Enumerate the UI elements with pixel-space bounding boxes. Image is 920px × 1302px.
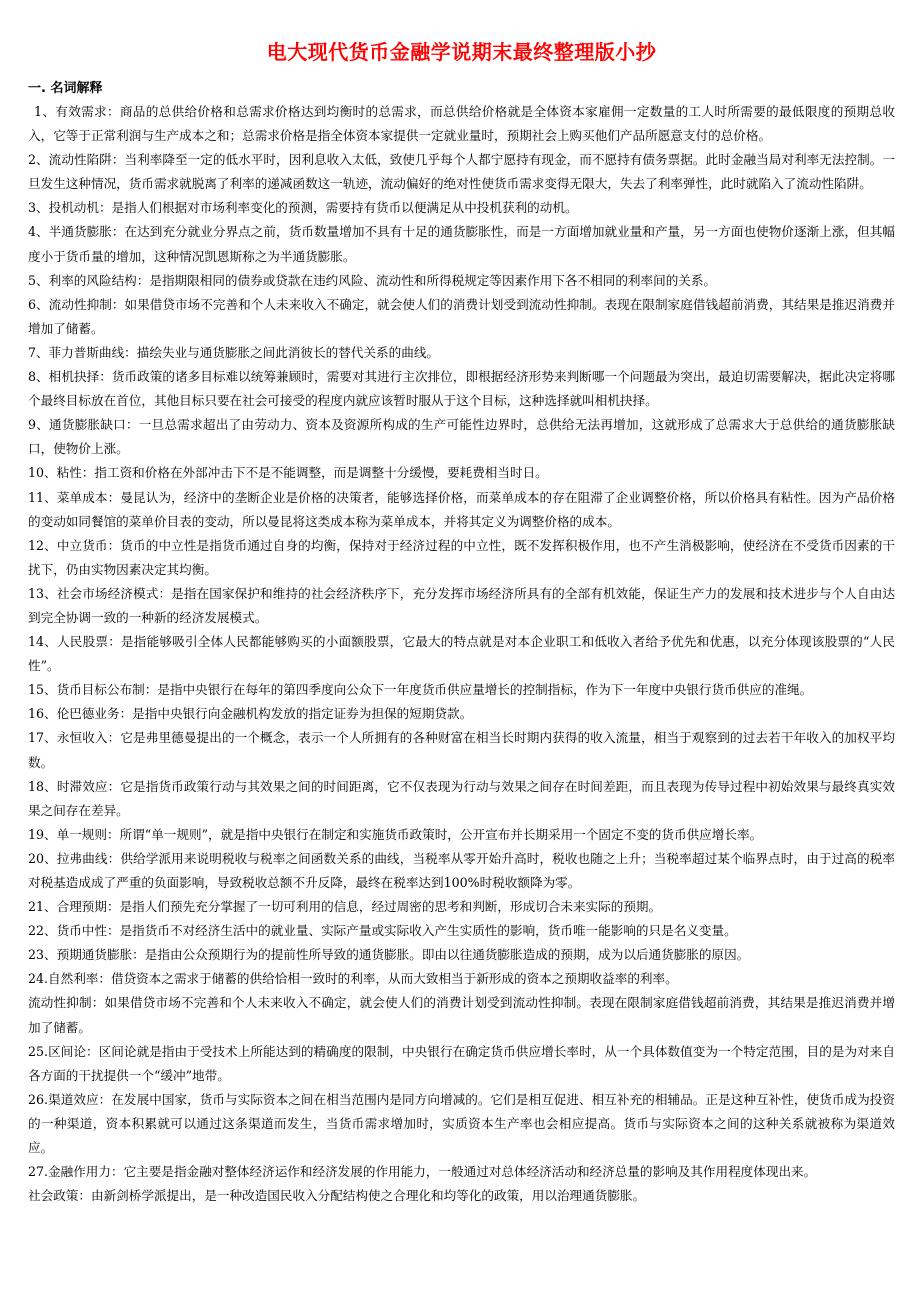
definition-entry: 22、货币中性：是指货币不对经济生活中的就业量、实际产量或实际收入产生实质性的影响，货币唯一能影响的只是名义变量。 [28,923,737,939]
definition-entry: 18、时滞效应：它是指货币政策行动与其效果之间的时间距离，它不仅表现为行动与效果之间存在时间差距，而且表现为传导过程中初始效果与最终真实效果之间存在差异。 [28,778,895,818]
definition-entry: 27.金融作用力：它主要是指金融对整体经济运作和经济发展的作用能力，一般通过对总体经济活动和经济总量的影响及其作用程度体现出来。 [28,1164,817,1180]
definition-entry: 3、投机动机：是指人们根据对市场利率变化的预测，需要持有货币以便满足从中投机获利的动机。 [28,200,578,216]
definition-entry: 13、社会市场经济模式：是指在国家保护和维持的社会经济秩序下，充分发挥市场经济所具有的全部有机效能，保证生产力的发展和技术进步与个人自由达到完全协调一致的一种新的经济发展模式。 [28,585,895,625]
definition-entry: 8、相机抉择：货币政策的诸多目标难以统筹兼顾时，需要对其进行主次排位，即根据经济形势来判断哪一个问题最为突出，最迫切需要解决，据此决定将哪个最终目标放在首位，其他目标只要在社会可接受的程度内就应该暂时服从于这个目标，这种选择就叫相机抉择。 [28,369,895,409]
definition-entry: 26.渠道效应：在发展中国家，货币与实际资本之间在相当范围内是同方向增减的。它们是相互促进、相互补充的相辅品。正是这种互补性，使货币成为投资的一种渠道，资本积累就可以通过这条渠道而发生，当货币需求增加时，实质资本生产率也会相应提高。货币与实际资本之间的这种关系就被称为渠道效应。 [28,1091,895,1156]
definition-entry: 10、粘性：指工资和价格在外部冲击下不是不能调整，而是调整十分缓慢，要耗费相当时日。 [28,465,548,481]
definition-entry: 23、预期通货膨胀：是指由公众预期行为的提前性所导致的通货膨胀。即由以往通货膨胀造成的预期，成为以后通货膨胀的原因。 [28,947,750,963]
definition-entry: 流动性抑制：如果借贷市场不完善和个人未来收入不确定，就会使人们的消费计划受到流动性抑制。表现在限制家庭借钱超前消费，其结果是推迟消费并增加了储蓄。 [28,995,895,1035]
document-title: 电大现代货币金融学说期末最终整理版小抄 [266,40,657,64]
definition-entry: 社会政策：由新剑桥学派提出，是一种改造国民收入分配结构使之合理化和均等化的政策，用以治理通货膨胀。 [28,1188,646,1204]
definition-entry: 2、流动性陷阱：当利率降至一定的低水平时，因利息收入太低，致使几乎每个人都宁愿持有现金，而不愿持有债务票据。此时金融当局对利率无法控制。一旦发生这种情况，货币需求就脱离了利率的递减函数这一轨迹，流动偏好的绝对性使货币需求变得无限大，失去了利率弹性，此时就陷入了流动性陷阱。 [28,152,895,192]
definition-entry: 24.自然利率：借贷资本之需求于储蓄的供给恰相一致时的利率，从而大致相当于新形成的资本之预期收益率的利率。 [28,971,678,987]
definition-entry: 16、伦巴德业务：是指中央银行向金融机构发放的指定证券为担保的短期贷款。 [28,706,473,722]
definition-entry: 11、菜单成本：曼昆认为，经济中的垄断企业是价格的决策者，能够选择价格，而菜单成本的存在阻滞了企业调整价格，所以价格具有粘性。因为产品价格的变动如同餐馆的菜单价目表的变动，所以曼昆将这类成本称为菜单成本，并将其定义为调整价格的成本。 [28,489,895,529]
definition-entry: 17、永恒收入：它是弗里德曼提出的一个概念，表示一个人所拥有的各种财富在相当长时期内获得的收入流量，相当于观察到的过去若干年收入的加权平均数。 [28,730,895,770]
definition-entry: 7、菲力普斯曲线：描绘失业与通货膨胀之间此消彼长的替代关系的曲线。 [28,344,440,360]
definition-entry: 5、利率的风险结构：是指期限相同的债券或贷款在违约风险、流动性和所得税规定等因素作用下各不相同的利率间的关系。 [28,272,717,288]
definition-entry: 12、中立货币：货币的中立性是指货币通过自身的均衡，保持对于经济过程的中立性，既不发挥积极作用，也不产生消极影响，使经济在不受货币因素的干扰下，仍由实物因素决定其均衡。 [28,537,895,577]
definition-entry: 15、货币目标公布制：是指中央银行在每年的第四季度向公众下一年度货币供应量增长的控制指标，作为下一年度中央银行货币供应的准绳。 [28,682,813,698]
definition-entry: 4、半通货膨胀：在达到充分就业分界点之前，货币数量增加不具有十足的通货膨胀性，而是一方面增加就业量和产量，另一方面也使物价逐渐上涨，但其幅度小于货币量的增加，这种情况凯恩斯称之为半通货膨胀。 [28,224,895,264]
term-definitions-list [28,100,895,1208]
definition-entry: 19、单一规则：所谓“单一规则”，就是指中央银行在制定和实施货币政策时，公开宣布并长期采用一个固定不变的货币供应增长率。 [28,826,763,842]
definition-entry: 9、通货膨胀缺口：一旦总需求超出了由劳动力、资本及资源所构成的生产可能性边界时，总供给无法再增加，这就形成了总需求大于总供给的通货膨胀缺口，使物价上涨。 [28,417,895,457]
definition-entry: 6、流动性抑制：如果借贷市场不完善和个人未来收入不确定，就会使人们的消费计划受到流动性抑制。表现在限制家庭借钱超前消费，其结果是推迟消费并增加了储蓄。 [28,296,895,336]
definition-entry: 1、有效需求：商品的总供给价格和总需求价格达到均衡时的总需求，而总供给价格就是全体资本家雇佣一定数量的工人时所需要的最低限度的预期总收入，它等于正常利润与生产成本之和；总需求价格是指全体资本家提供一定就业量时，预期社会上购买他们产品所愿意支付的总价格。 [28,104,895,144]
definition-entry: 20、拉弗曲线：供给学派用来说明税收与税率之间函数关系的曲线，当税率从零开始升高时，税收也随之上升；当税率超过某个临界点时，由于过高的税率对税基造成成了严重的负面影响，导致税收总额不升反降，最终在税率达到100%时税收额降为零。 [28,850,895,890]
section-heading: 一. 名词解释 [28,81,103,96]
definition-entry: 21、合理预期：是指人们预先充分掌握了一切可利用的信息，经过周密的思考和判断，形成切合未来实际的预期。 [28,899,662,915]
definition-entry: 25.区间论：区间论就是指由于受技术上所能达到的精确度的限制，中央银行在确定货币供应增长率时，从一个具体数值变为一个特定范围，目的是为对来自各方面的干扰提供一个“缓冲”地带。 [28,1043,895,1083]
definition-entry: 14、人民股票：是指能够吸引全体人民都能够购买的小面额股票，它最大的特点就是对本企业职工和低收入者给予优先和优惠，以充分体现该股票的“人民性”。 [28,634,895,674]
